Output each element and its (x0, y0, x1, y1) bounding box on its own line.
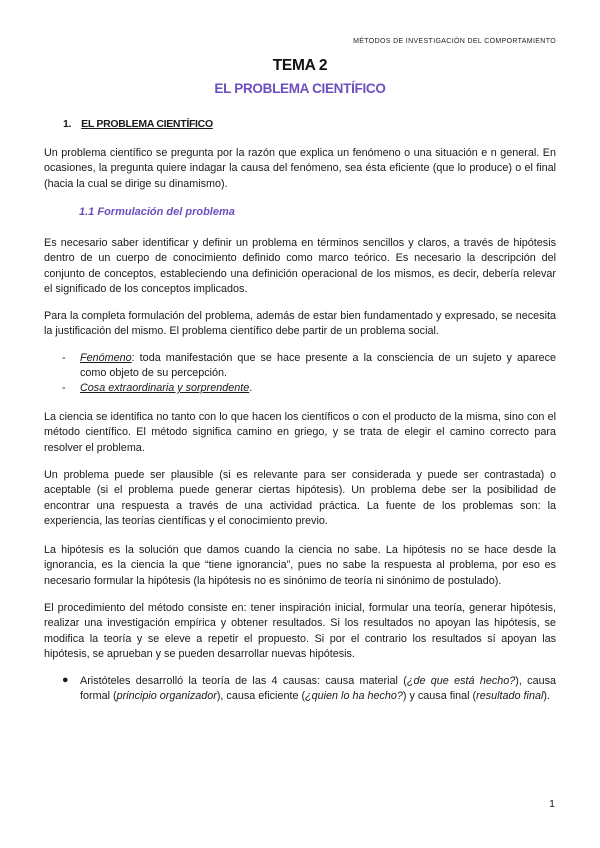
section-label: EL PROBLEMA CIENTÍFICO (81, 118, 213, 130)
bullet-text: ), causa formal ( (80, 675, 556, 703)
bullet-text: ), causa eficiente ( (216, 690, 306, 703)
term-definition: : toda manifestación que se hace presente a la consciencia de un sujeto y aparece como objeto de su percepción. (80, 352, 556, 380)
page-subtitle: EL PROBLEMA CIENTÍFICO (214, 81, 386, 96)
dash-marker: - (62, 352, 66, 364)
bullet-text: ). (543, 690, 550, 703)
bullet-italic: resultado final (476, 690, 544, 703)
bullet-marker: ● (62, 674, 69, 686)
running-header: MÉTODOS DE INVESTIGACIÓN DEL COMPORTAMIENTO (353, 38, 556, 45)
section-heading (63, 118, 213, 130)
list-item-text (80, 381, 556, 396)
page-number: 1 (549, 798, 555, 810)
bullet-italic: ¿de que está hecho? (406, 675, 516, 687)
paragraph-3: Para la completa formulación del problema, además de estar bien fundamentado y expresado, se necesita la justificación del mismo. El problema científico debe partir de un problema social. (44, 310, 556, 338)
section-number: 1. (63, 118, 72, 130)
subsection-heading: 1.1 Formulación del problema (79, 206, 235, 218)
paragraph-4: La ciencia se identifica no tanto con lo que hacen los científicos o con el producto de la misma, sino con el método científico. El método significa camino en griego, y se trata de elegir el camino correcto para resolver el problema. (44, 411, 556, 454)
page-title: TEMA 2 (272, 57, 328, 74)
paragraph-5: Un problema puede ser plausible (si es relevante para ser considerada y puede ser contrastada) o aceptable (si el problema puede generar ciertas hipótesis). Un problema debe ser la posibilidad de encontrar una respuesta a través de una actividad práctica. La fuente de los problemas son: la experiencia, las teorías científicas y el conocimiento previo. (44, 469, 556, 527)
paragraph-7: El procedimiento del método consiste en: tener inspiración inicial, formular una teoría, generar hipótesis, realizar una investigación empírica y obtener resultados. Si los resultados no apoyan las hipótesis, se modifica la teoría y se eleve a repetir el propuesto. Si por el contrario los resultados sí apoyan las hipótesis, se aprueban y se pueden desarrollar nuevas hipótesis. (44, 602, 556, 660)
dash-marker: - (62, 382, 66, 394)
bullet-italic: ¿quien lo ha hecho? (305, 690, 403, 703)
paragraph-6: La hipótesis es la solución que damos cuando la ciencia no sabe. La hipótesis no se hace desde la ignorancia, es la ciencia la que “tiene ignorancia”, pues no sabe la respuesta al problema, por eso es necesario formular la hipótesis (la hipótesis no es sinónimo de teoría ni sinónimo de postulado). (44, 544, 556, 587)
bullet-text: ) y causa final ( (402, 690, 477, 703)
paragraph-1: Un problema científico se pregunta por la razón que explica un fenómeno o una situación e n general. En ocasiones, la pregunta quiere indagar la causa del fenómeno, sea ésta eficiente (que lo produce) o el final (hacia la cual se dirige su dinamismo). (44, 147, 556, 190)
paragraph-2: Es necesario saber identificar y definir un problema en términos sencillos y claros, a través de hipótesis dentro de un cuerpo de conocimiento definido como marco teórico. Es necesario la descripción del conjunto de conceptos, estableciendo una definición operacional de los mismos, es decir, debería relevar el significado de los conceptos implicados. (44, 237, 556, 295)
list-item-text (80, 674, 556, 705)
bullet-italic: principio organizador (116, 690, 217, 703)
term-definition: . (249, 382, 253, 394)
bullet-text: Aristóteles desarrolló la teoría de las 4 causas: causa material ( (80, 675, 407, 687)
term-cosa-extraordinaria: Cosa extraordinaria y sorprendente (80, 382, 250, 394)
list-item-text (80, 351, 556, 382)
term-fenomeno: Fenómeno (80, 352, 132, 364)
